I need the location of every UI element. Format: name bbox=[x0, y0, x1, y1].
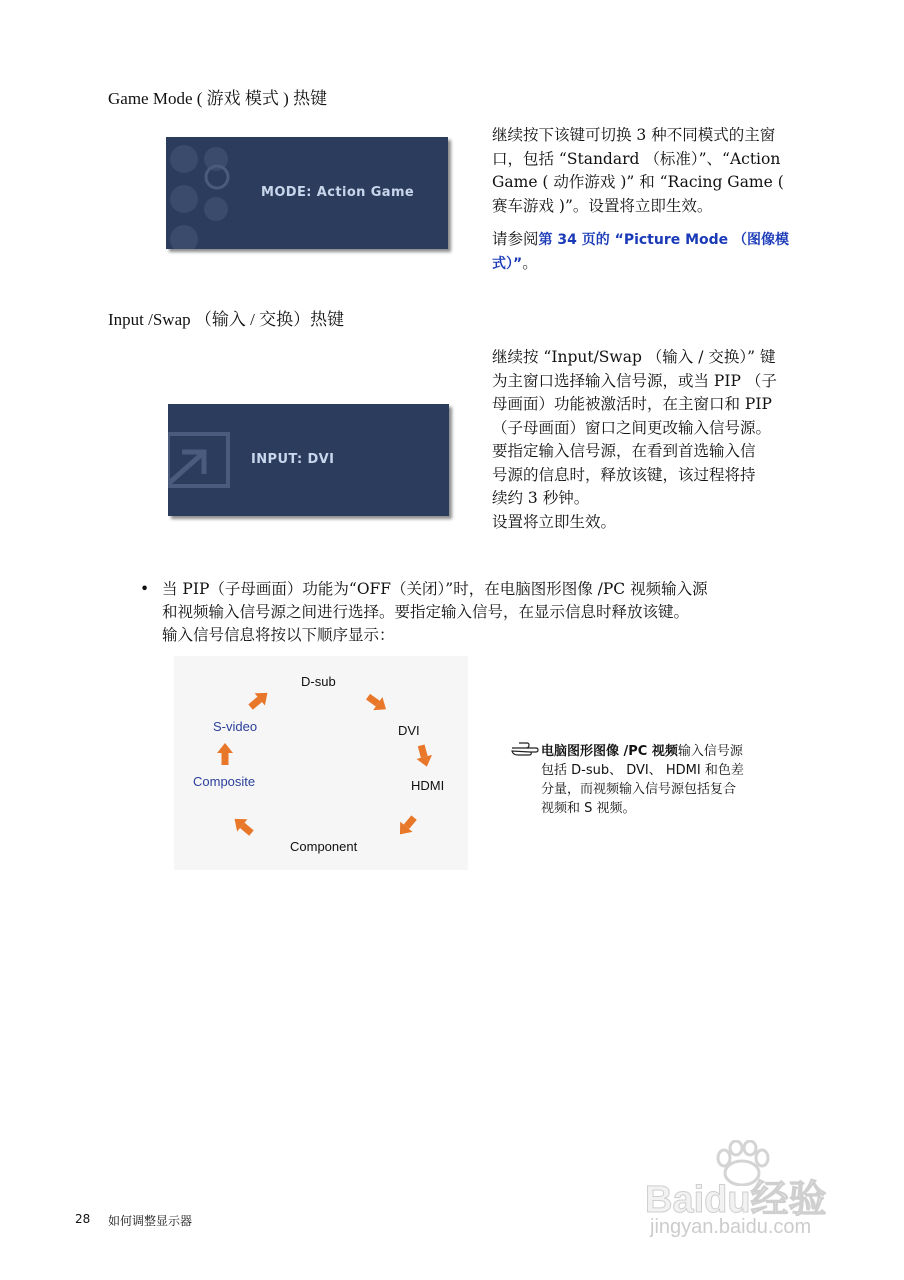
picture-mode-link[interactable]: 第 34 页的 “Picture Mode （图像模 bbox=[538, 232, 790, 248]
note-line: 包括 D-sub、 DVI、 HDMI 和色差 bbox=[541, 763, 744, 778]
label-d-sub: D-sub bbox=[301, 674, 336, 689]
label-s-video: S-video bbox=[213, 719, 258, 734]
text-line: 母画面）功能被激活时，在主窗口和 PIP bbox=[492, 395, 772, 413]
reference-prefix: 请参阅 bbox=[492, 230, 539, 248]
picture-mode-reference bbox=[492, 228, 822, 275]
text-line: 要指定输入信号源，在看到首选输入信 bbox=[492, 442, 756, 460]
arrow-icon bbox=[217, 743, 233, 765]
page-number: 28 bbox=[75, 1212, 91, 1226]
arrow-icon bbox=[394, 812, 420, 839]
mode-osd-screenshot bbox=[166, 137, 448, 249]
label-component: Component bbox=[290, 839, 358, 854]
note-line: 输入信号源 bbox=[677, 744, 743, 759]
input-osd-screenshot bbox=[168, 404, 449, 516]
text-line: 续约 3 秒钟。 bbox=[492, 489, 590, 507]
reference-suffix: 。 bbox=[522, 253, 538, 272]
cycle-arrows bbox=[174, 656, 468, 870]
watermark-brand: Baidu经验 bbox=[645, 1179, 827, 1221]
note-bold: 电脑图形图像 /PC 视频 bbox=[541, 744, 678, 759]
game-mode-description bbox=[492, 124, 822, 218]
bullet-marker: • bbox=[140, 580, 150, 598]
label-composite: Composite bbox=[193, 774, 256, 789]
watermark-url: jingyan.baidu.com bbox=[650, 1216, 812, 1238]
arrow-icon bbox=[245, 687, 272, 713]
note-text bbox=[541, 742, 801, 818]
input-swap-description bbox=[492, 346, 822, 534]
arrow-icon bbox=[363, 690, 390, 716]
note-line: 视频和 S 视频。 bbox=[541, 801, 636, 816]
text-line: 继续按下该键可切换 3 种不同模式的主窗 bbox=[492, 126, 776, 144]
text-line: 设置将立即生效。 bbox=[492, 512, 617, 531]
mode-osd-text: MODE: Action Game bbox=[261, 185, 415, 200]
picture-mode-link-cont[interactable]: 式）” bbox=[492, 255, 523, 272]
text-line: 当 PIP（子母画面）功能为“OFF（关闭）”时，在电脑图形图像 /PC 视频输入源 bbox=[162, 580, 708, 598]
text-line: （子母画面）窗口之间更改输入信号源。 bbox=[492, 418, 772, 437]
label-dvi: DVI bbox=[398, 723, 420, 738]
text-line: 为主窗口选择输入信号源，或当 PIP （子 bbox=[492, 371, 777, 390]
text-line: 赛车游戏 )”。设置将立即生效。 bbox=[492, 196, 713, 215]
input-osd-text: INPUT: DVI bbox=[251, 452, 335, 467]
text-line: 和视频输入信号源之间进行选择。要指定输入信号，在显示信息时释放该键。 bbox=[162, 603, 690, 621]
label-hdmi: HDMI bbox=[411, 778, 445, 793]
input-cycle-diagram bbox=[174, 656, 468, 870]
pointing-hand-icon bbox=[510, 742, 540, 758]
note-line: 分量，而视频输入信号源包括复合 bbox=[541, 782, 737, 797]
chapter-title: 如何调整显示器 bbox=[108, 1214, 193, 1228]
text-line: Game ( 动作游戏 )” 和 “Racing Game ( bbox=[492, 173, 784, 191]
pip-off-description bbox=[162, 578, 862, 647]
text-line: 号源的信息时，释放该键，该过程将持 bbox=[492, 465, 756, 484]
text-line: 口，包括 “Standard （标准）”、“Action bbox=[492, 149, 781, 168]
text-line: 输入信号信息将按以下顺序显示： bbox=[162, 626, 395, 644]
section-title-game-mode: Game Mode ( 游戏 模式 ) 热键 bbox=[108, 89, 328, 108]
arrow-icon bbox=[413, 743, 434, 768]
arrow-icon bbox=[229, 813, 256, 839]
section-title-input-swap: Input /Swap （输入 / 交换）热键 bbox=[108, 310, 345, 329]
text-line: 继续按 “Input/Swap （输入 / 交换）” 键 bbox=[492, 348, 776, 366]
